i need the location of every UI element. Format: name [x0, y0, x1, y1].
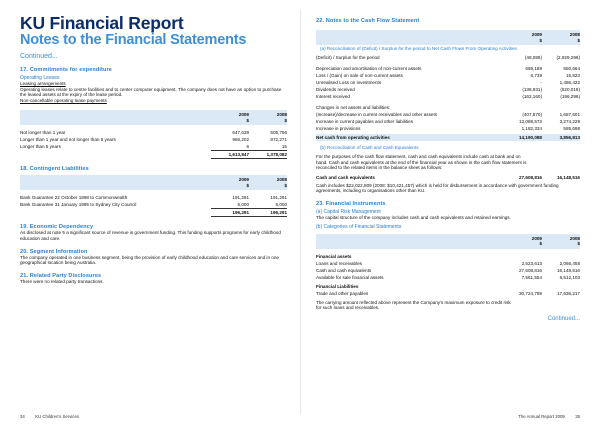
year-2009-col: 2009 $ [238, 177, 249, 188]
contingent-total-row: 196,291 196,291 [20, 208, 287, 217]
table-row: Loans and receivables 2,523,613 2,066,458 [316, 260, 580, 266]
section-21-text: There were no related party transactions. [20, 278, 104, 284]
footer-org: KU Children's Services [35, 414, 79, 419]
leasing-text: Operating leases relate to centre facilities and to center computer equipment. The company does not have an option to purchase the leased assets at the expiry of the lease period. [20, 86, 282, 98]
table-row: Unrealised Loss on investments - 1,486,422 [316, 80, 580, 85]
closing-text: The carrying amount reflected above represent the Company's maximum exposure to credit risk for such loans and receivables. [316, 299, 511, 311]
right-page [300, 0, 600, 424]
continued-label: Continued... [20, 53, 58, 60]
year-2008-col: 2008 $ [276, 177, 287, 188]
left-footer [20, 414, 79, 419]
page-number: 34 [20, 414, 25, 419]
financial-liabilities-label: Financial Liabilities [316, 283, 359, 289]
right-footer [518, 414, 580, 419]
year-2008-col: 2008 $ [569, 32, 580, 43]
section-23-heading: 23. Financial Instruments [316, 200, 386, 207]
instruments-table-header [316, 234, 580, 249]
section-18-heading: 18. Contingent Liabilities [20, 166, 89, 173]
table-row: Depreciation and amortisation of non-current assets 669,189 550,664 [316, 66, 580, 71]
categories-title: (b) Categories of Financial Statements [316, 223, 402, 230]
table-row: Increase in current payables and other liabilities 13,088,572 3,274,229 [316, 119, 580, 124]
page-number: 35 [575, 414, 580, 419]
section-20-text: The company operated in one business segment, being the provision of early childhood education and care services and in one geographical location being Australia. [20, 254, 279, 266]
table-row: Interest received (162,160) (196,296) [316, 94, 580, 99]
table-row: Cash and cash equivalents 27,608,816 16,148,516 [316, 267, 580, 273]
report-title: KU Financial Report [20, 13, 184, 33]
year-2009-col: 2009 $ [531, 235, 542, 247]
year-2008-col: 2008 $ [569, 235, 580, 247]
cash-equivalents-text: For the purposes of the cash flow statement, cash and cash equivalents include cash at bank and on hand. Cash and cash equivalents at the end of the financial year as shown in the cash flow statement is reconciled to the related items in the balance sheet as follows: [316, 154, 527, 171]
year-2008-col: 2008 $ [276, 112, 287, 123]
table-row: Not longer than 1 year 647,639 505,796 [20, 130, 287, 136]
reconciliation-a-title: (a) Reconciliation of (Deficit) / Surplus for the period to Net Cash Flows From Operating Activities [320, 46, 517, 51]
table-row: Loss / (Gain) on sale of non-current assets 6,739 15,823 [316, 73, 580, 78]
table-row: Dividends received (138,931) (620,018) [316, 87, 580, 92]
changes-label: Changes in net assets and liabilities: [316, 105, 391, 110]
section-19-heading: 19. Economic Dependency [20, 224, 94, 231]
net-cash-row: Net cash from operating activities 14,190,088 3,856,813 [316, 135, 580, 140]
cash-equivalents-row: Cash and cash equivalents 27,608,816 16,148,516 [316, 174, 580, 180]
contingent-table-header [20, 175, 287, 190]
year-2009-col: 2009 $ [531, 32, 542, 43]
reconciliation-b-title: (b) Reconciliation of Cash and Cash Equivalents [320, 145, 419, 150]
financial-assets-label: Financial assets [316, 253, 352, 259]
table-row: (Deficit) / Surplus for the period (48,086) (2,929,296) [316, 55, 580, 60]
section-21-heading: 21. Related Party Disclosures [20, 272, 102, 279]
lease-table-header [20, 110, 287, 125]
lease-total-row: 1,613,847 1,378,082 [20, 150, 287, 159]
section-19-text: As disclosed at note 5 a significant source of revenue is government funding. This funding supports programs for early childhood education and care. [20, 230, 281, 241]
table-row: Increase in provisions 1,182,334 585,698 [316, 126, 580, 131]
cashflow-table-header [316, 30, 580, 45]
table-row: Trade and other payables 30,724,789 17,636,217 [316, 290, 580, 296]
capital-risk-title: (a) Capital Risk Management [316, 208, 381, 215]
cash-note: Cash includes $22,022,809 (2008: $10,421,457) which is held for disbursement in accordance with government funding agreements, including to organisations other than KU. [316, 182, 559, 194]
report-subtitle: Notes to the Financial Statements [20, 32, 247, 48]
capital-risk-text: The capital structure of the company includes cash and cash equivalents and retained earnings. [316, 214, 511, 220]
table-row: Longer than 1 year and not longer than 5 years 966,202 872,271 [20, 137, 287, 143]
table-row: Bank Guarantee 31 January 1995 to Sydney City Council 5,000 5,000 [20, 202, 287, 208]
noncancellable-title: Non-cancellable operating lease payments [20, 97, 107, 103]
table-row: (Increase)/decrease in current receivables and other assets (407,570) 1,687,601 [316, 112, 580, 117]
operating-leases-subheading: Operating Leases [20, 75, 60, 81]
table-row: Bank Guarantee 22 October 1998 to Commonwealth 191,291 191,291 [20, 195, 287, 201]
section-17-heading: 17. Commitments for expenditure [20, 67, 112, 73]
footer-report: The Annual Report 2009 [518, 414, 565, 419]
continued-label-right: Continued... [547, 315, 580, 322]
table-row: Available for sale financial assets 7,561,554 6,512,103 [316, 274, 580, 280]
table-row: Longer than 5 years 6 15 [20, 144, 287, 150]
leasing-arrangements-title: Leasing arrangements [20, 81, 66, 86]
section-22-heading: 22. Notes to the Cash Flow Statement [316, 18, 420, 24]
year-2009-col: 2009 $ [238, 112, 249, 123]
section-20-heading: 20. Segment Information [20, 248, 88, 255]
